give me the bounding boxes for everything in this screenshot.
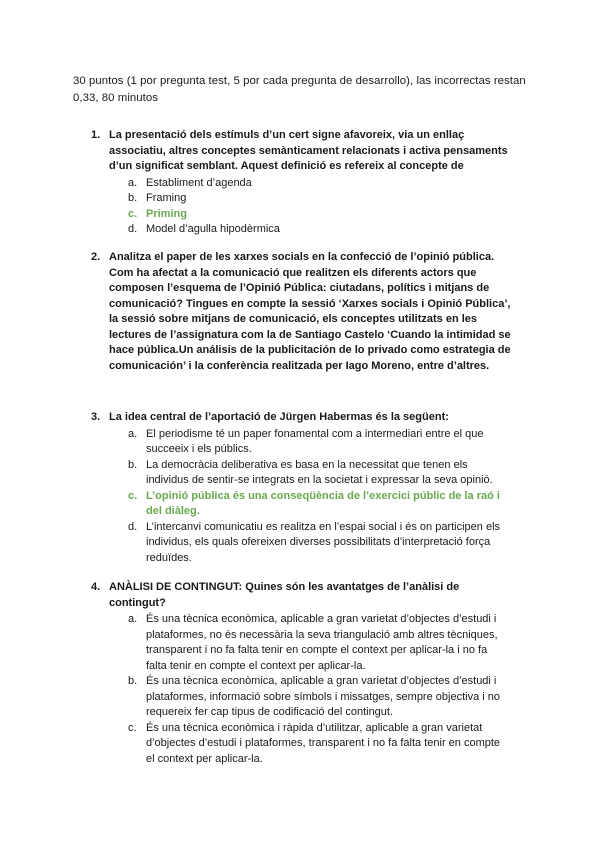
option-text: Priming — [146, 207, 187, 220]
option-c-correct — [128, 207, 531, 223]
option-a — [128, 427, 531, 458]
option-a — [128, 612, 531, 674]
question-4 — [91, 580, 531, 767]
option-letter: d. — [128, 520, 138, 533]
option-text: L’intercanvi comunicatiu es realitza en l’espai social i és on participen els individus, els quals ofereixen diverses possibilitats d’interpretació força reduïdes. — [146, 520, 501, 564]
option-letter: d. — [128, 223, 138, 235]
option-text: El periodisme té un paper fonamental com a intermediari entre el que succeeix i els públics. — [146, 427, 484, 455]
exam-instructions: 30 puntos (1 por pregunta test, 5 por cada pregunta de desarrollo), las incorrectas restan 0,33, 80 minutos — [73, 75, 526, 104]
option-d — [128, 222, 531, 238]
option-text: Model d’agulla hipodèrmica — [146, 223, 280, 235]
option-text: Establiment d’agenda — [146, 176, 252, 189]
option-c-correct — [128, 489, 531, 520]
option-letter: a. — [128, 427, 138, 440]
question-text: La presentació dels estímuls d’un cert signe afavoreix, via un enllaç associatiu, altres conceptes semànticament relacionats i activa pensaments d’un significat semblant. Aquest definició es refereix al concepte de — [109, 129, 508, 172]
question-text: La idea central de l’aportació de Jürgen Habermas és la següent: — [109, 411, 449, 423]
option-text: Framing — [146, 192, 187, 204]
option-d — [128, 520, 531, 567]
option-text: És una tècnica econòmica, aplicable a gran varietat d’objectes d’estudi i plataformes, no és necessària la seva triangulació amb altres tècniques, transparent i no fa falta tenir en compte el context per aplicar-la i no fa falta tenir en compte el context per aplicar-la. — [146, 613, 498, 672]
options-list — [91, 612, 531, 767]
options-list — [91, 427, 531, 567]
option-c — [128, 721, 531, 768]
option-text: És una tècnica econòmica, aplicable a gran varietat d’objectes d’estudi i plataformes, informació sobre símbols i missatges, sempre objectiva i no requereix fer cap tipus de codificació del contingut. — [146, 675, 500, 718]
question-text: Analitza el paper de les xarxes socials en la confecció de l’opinió pública. Com ha afectat a la comunicació que realitzen els diferents actors que composen l’esquema de l’Opinió Pública: ciutadans, polítics i mitjans de comunicació? Tingues en compte la sessió ‘Xarxes socials i Opinió Pública’, la sessió sobre mitjans de comunicació, els conceptes utilitzats en les lectures de l’assignatura com la de Santiago Castelo ‘Cuando la intimidad se hace pública.Un análisis de la publicitación de lo privado como estrategia de comunicación’ i la conferència realitzada per Iago Moreno, entre d’altres. — [109, 251, 511, 372]
option-letter: b. — [128, 675, 138, 687]
option-text: La democràcia deliberativa es basa en la necessitat que tenen els individus de sentir-se integrats en la societat i expressar la seva opinió. — [146, 458, 493, 486]
question-number: 2. — [91, 251, 101, 263]
option-b — [128, 191, 531, 207]
option-a — [128, 176, 531, 192]
question-number: 4. — [91, 581, 101, 593]
option-text: L’opinió pública és una conseqüència de l’exercici públic de la raó i del diàleg. — [146, 489, 500, 517]
question-2 — [91, 250, 531, 374]
option-letter: b. — [128, 192, 138, 204]
option-letter: c. — [128, 489, 138, 502]
question-text: ANÀLISI DE CONTINGUT: Quines són les avantatges de l’anàlisi de contingut? — [109, 581, 460, 609]
option-letter: c. — [128, 721, 137, 734]
option-b — [128, 458, 531, 489]
question-1 — [91, 128, 531, 238]
option-letter: b. — [128, 458, 138, 471]
option-letter: a. — [128, 613, 138, 625]
option-letter: c. — [128, 207, 138, 220]
question-3 — [91, 410, 531, 566]
option-text: És una tècnica econòmica i ràpida d’utilitzar, aplicable a gran varietat d’objectes d’estudi i plataformes, transparent i no fa falta tenir en compte el context per aplicar-la. — [146, 721, 501, 765]
option-b — [128, 674, 531, 721]
option-letter: a. — [128, 176, 138, 189]
question-number: 1. — [91, 129, 101, 141]
question-number: 3. — [91, 411, 101, 423]
options-list — [91, 176, 531, 238]
